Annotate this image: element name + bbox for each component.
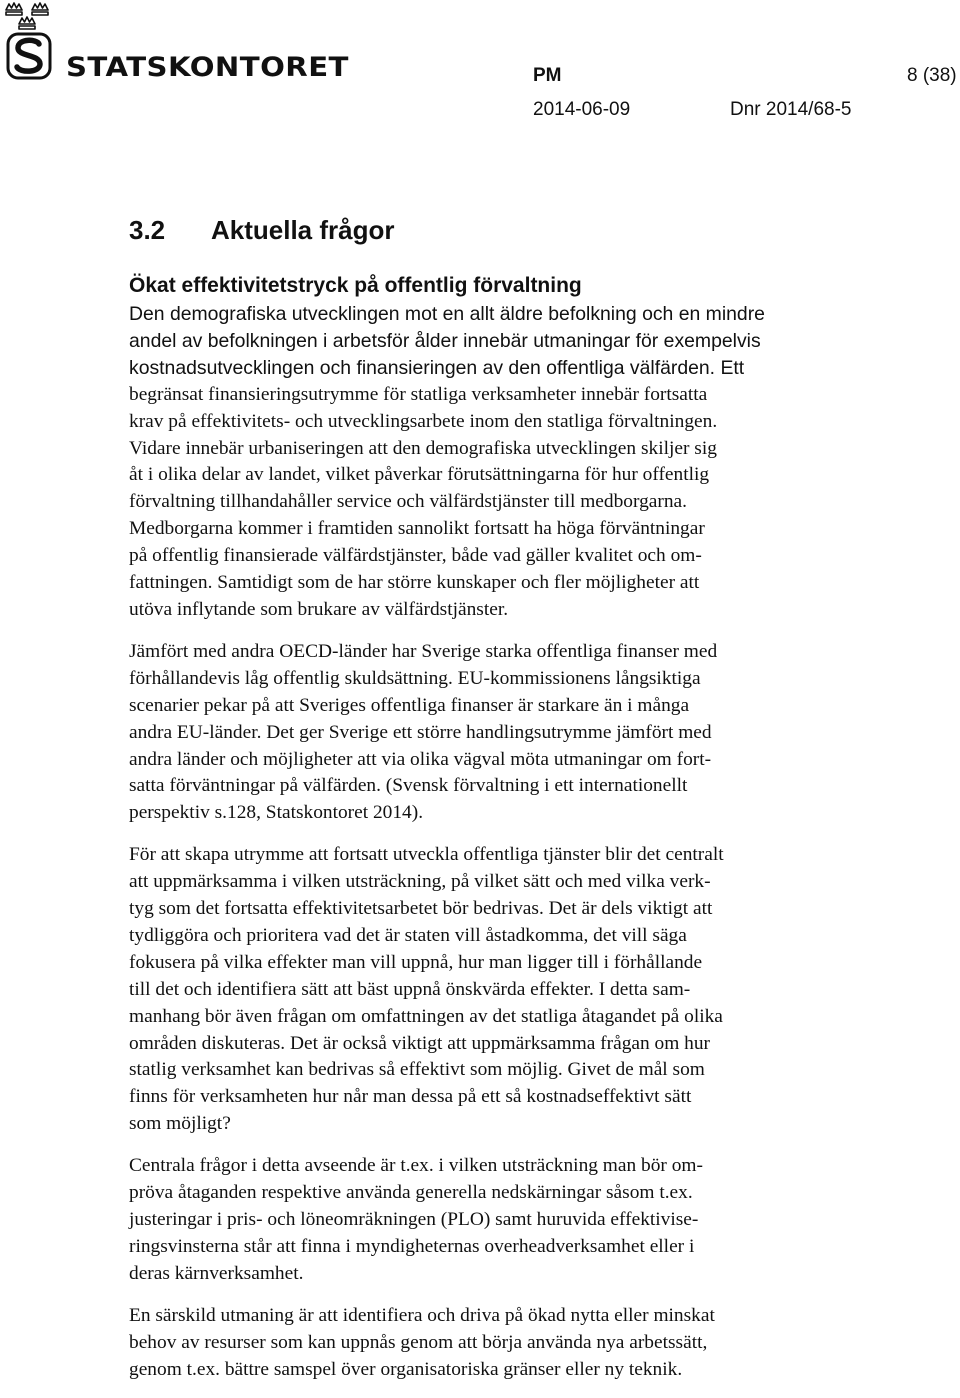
text-line: Den demografiska utvecklingen mot en allt äldre befolkning och en mindre <box>129 303 765 325</box>
text-line: åt i olika delar av landet, vilket påverkar förutsättningarna för hur offentlig <box>129 464 710 486</box>
text-line: Centrala frågor i detta avseende är t.ex. i vilken utsträckning man bör om- <box>129 1155 703 1177</box>
document-date: 2014-06-09 <box>533 99 631 120</box>
text-line: justeringar i pris- och löneomräkningen (PLO) samt huruvida effektivise- <box>129 1209 699 1230</box>
page-content <box>129 213 929 1398</box>
text-line: andel av befolkningen i arbetsför ålder innebär utmaningar för exempelvis <box>129 329 761 352</box>
text-line: förhållandevis låg offentlig skuldsättning. EU-kommissionens långsiktiga <box>129 667 701 689</box>
text-line: Medborgarna kommer i framtiden sannolikt fortsatt ha höga förväntningar <box>129 518 705 540</box>
text-line: ringsvinsterna står att finna i myndigheternas overheadverksamhet eller i <box>129 1235 695 1257</box>
text-line: att uppmärksamma i vilken utsträckning, på vilket sätt och med vilka verk- <box>129 871 711 893</box>
page-number: 8 (38) <box>907 65 957 86</box>
text-line: scenarier pekar på att Sveriges offentliga finanser är starkare än i många <box>129 694 690 716</box>
text-line: finns för verksamheten hur når man dessa på ett så kostnadseffektivt sätt <box>129 1086 692 1108</box>
page-header <box>0 0 960 130</box>
registration-number: Dnr 2014/68-5 <box>730 99 852 120</box>
text-line: områden diskuteras. Det är också viktigt att uppmärksamma frågan om hur <box>129 1032 711 1054</box>
paragraph-2 <box>129 639 929 827</box>
text-line: utöva inflytande som brukare av välfärdstjänster. <box>129 598 509 620</box>
text-line: En särskild utmaning är att identifiera och driva på ökad nytta eller minskat <box>129 1304 715 1326</box>
paragraph-4 <box>129 1153 929 1288</box>
text-line: behov av resurser som kan uppnås genom att börja använda nya arbetssätt, <box>129 1331 708 1353</box>
text-line: Vidare innebär urbaniseringen att den demografiska utvecklingen skiljer sig <box>129 437 717 459</box>
section-title: Aktuella frågor <box>211 215 395 245</box>
text-line: deras kärnverksamhet. <box>129 1262 304 1284</box>
text-line: som möjligt? <box>129 1113 231 1135</box>
statskontoret-logo-icon <box>4 2 64 82</box>
text-line: tyg som det fortsatta effektivitetsarbetet bör bedrivas. Det är dels viktigt att <box>129 898 713 920</box>
text-line: till det och identifiera sätt att bäst uppnå önskvärda effekter. I detta sam- <box>129 978 691 1000</box>
section-heading <box>129 213 929 247</box>
text-line: fattningen. Samtidigt som de har större kunskaper och fler möjligheter att <box>129 572 700 594</box>
text-line: andra EU-länder. Det ger Sverige ett större handlingsutrymme jämfört med <box>129 721 712 743</box>
subheading: Ökat effektivitetstryck på offentlig förvaltning <box>129 274 582 297</box>
text-line: krav på effektivitets- och utvecklingsarbete inom den statliga förvaltningen. <box>129 410 718 432</box>
section-number: 3.2 <box>129 215 166 245</box>
text-line: perspektiv s.128, Statskontoret 2014). <box>129 802 424 824</box>
text-line: Jämfört med andra OECD-länder har Sverige starka offentliga finanser med <box>129 640 718 662</box>
text-line: manhang bör även frågan om omfattningen av det statliga åtagandet på olika <box>129 1005 723 1027</box>
text-line: andra länder och möjligheter att via olika vägval möta utmaningar om fort- <box>129 748 712 770</box>
text-line: fokusera på vilka effekter man vill uppnå, hur man ligger till i förhållande <box>129 951 703 973</box>
text-line: på offentlig finansierade välfärdstjänster, både vad gäller kvalitet och om- <box>129 545 702 567</box>
paragraph-3 <box>129 842 929 1138</box>
text-line: tydliggöra och prioritera vad det är staten vill åstadkomma, det vill säga <box>129 924 687 946</box>
text-line: statlig verksamhet kan bedrivas så effektivt som möjlig. Givet de mål som <box>129 1059 705 1081</box>
text-line: kostnadsutvecklingen och finansieringen av den offentliga välfärden. Ett <box>129 356 745 379</box>
text-line: satta förväntningar på välfärden. (Svensk förvaltning i ett internationellt <box>129 775 688 797</box>
brand-name: STATSKONTORET <box>66 52 349 83</box>
text-line: förvaltning tillhandahåller service och välfärdstjänster till medborgarna. <box>129 491 688 513</box>
text-line: För att skapa utrymme att fortsatt utveckla offentliga tjänster blir det centralt <box>129 844 724 866</box>
paragraph-1 <box>129 301 929 624</box>
text-line: genom t.ex. bättre samspel över organisatoriska gränser eller ny teknik. <box>129 1358 683 1380</box>
text-line: pröva åtaganden respektive använda generella nedskärningar såsom t.ex. <box>129 1182 693 1204</box>
text-line: begränsat finansieringsutrymme för statliga verksamheter innebär fortsatta <box>129 383 708 405</box>
paragraph-5 <box>129 1303 929 1384</box>
document-type: PM <box>533 65 562 86</box>
